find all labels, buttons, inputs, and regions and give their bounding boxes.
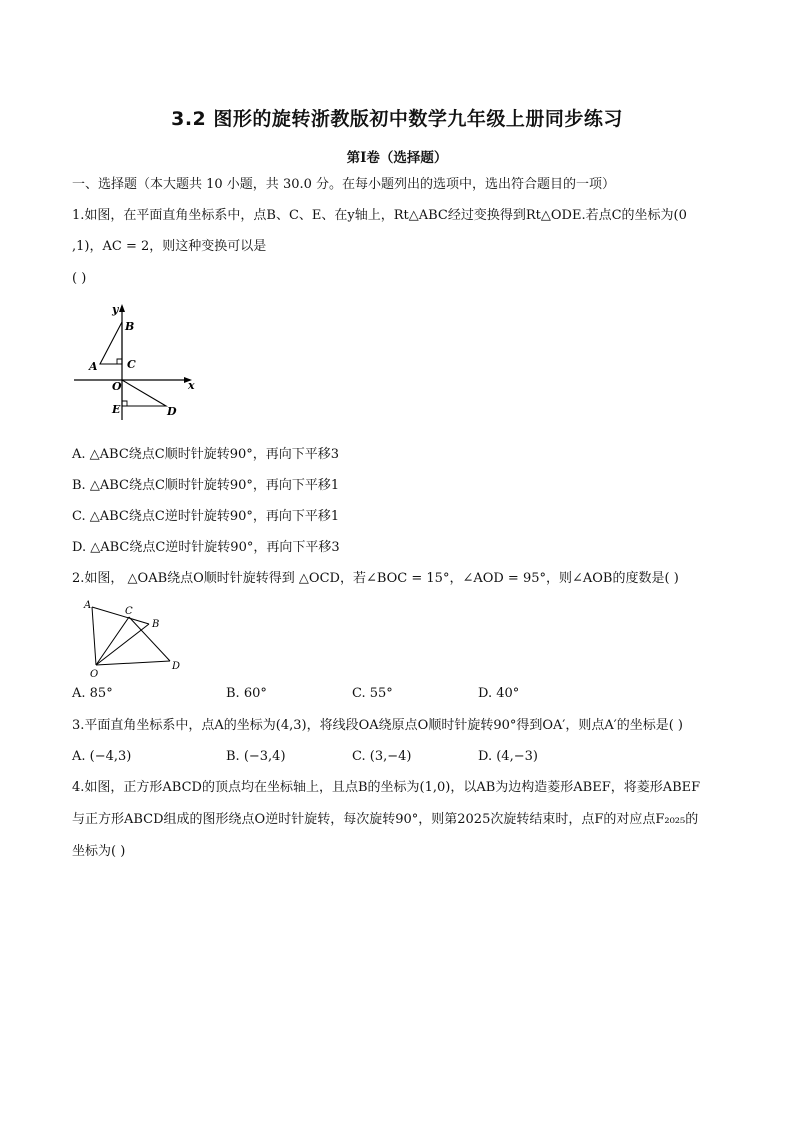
q2-option-d: D. 40° [478, 686, 520, 701]
q1-label-e: E [112, 403, 121, 416]
q3-option-a: A. (−4,3) [72, 749, 132, 764]
q1-label-y: y [112, 303, 119, 316]
q4-stem-line2: 与正方形ABCD组成的图形绕点O逆时针旋转，每次旋转90°，则第2025次旋转结束时，点F的对应点F₂₀₂₅的 [72, 812, 699, 827]
q2-option-a: A. 85° [72, 686, 113, 701]
page-title: 3.2 图形的旋转浙教版初中数学九年级上册同步练习 [171, 108, 623, 130]
q1-label-o: O [112, 380, 122, 393]
q1-label-a: A [89, 360, 98, 373]
q1-option-b: B. △ABC绕点C顺时针旋转90°，再向下平移1 [72, 478, 340, 493]
q3-option-d: D. (4,−3) [478, 749, 538, 764]
q2-label-b: B [152, 619, 160, 630]
q1-label-c: C [127, 358, 136, 371]
q2-figure [78, 597, 188, 679]
q4-stem-line3: 坐标为( ) [72, 844, 126, 859]
q2-segment-oc [96, 617, 129, 665]
q2-segment-od [96, 661, 170, 665]
q1-option-d: D. △ABC绕点C逆时针旋转90°，再向下平移3 [72, 540, 340, 555]
q1-stem-line2: ,1)，AC = 2，则这种变换可以是 [72, 239, 267, 254]
q2-label-o: O [90, 669, 99, 679]
q2-label-d: D [172, 661, 181, 672]
q2-label-c: C [125, 606, 133, 617]
q1-stem-line1: 1.如图，在平面直角坐标系中，点B、C、E、在y轴上，Rt△ABC经过变换得到Rt△ODE.若点C的坐标为(0 [72, 208, 687, 223]
q2-segment-oa [92, 607, 96, 665]
q2-option-c: C. 55° [352, 686, 393, 701]
q1-option-a: A. △ABC绕点C顺时针旋转90°，再向下平移3 [72, 447, 340, 462]
q1-label-d: D [167, 405, 177, 418]
q1-answer-blank: ( ) [72, 271, 87, 286]
q1-label-b: B [125, 320, 135, 333]
q1-triangle-ode [122, 380, 166, 406]
q1-right-angle-c [117, 359, 122, 364]
q2-label-a: A [84, 600, 92, 611]
q1-label-x: x [188, 379, 195, 392]
q1-option-c: C. △ABC绕点C逆时针旋转90°，再向下平移1 [72, 509, 340, 524]
q4-stem-line1: 4.如图，正方形ABCD的顶点均在坐标轴上，且点B的坐标为(1,0)，以AB为边构造菱形ABEF，将菱形ABEF [72, 780, 701, 795]
q1-y-arrow [119, 304, 125, 312]
q2-option-b: B. 60° [226, 686, 267, 701]
q2-segment-ab [92, 607, 149, 624]
q2-segment-cd [129, 617, 170, 661]
section-heading: 一、选择题（本大题共 10 小题，共 30.0 分。在每小题列出的选项中，选出符合题目的一项） [72, 177, 616, 192]
q1-right-angle-e [122, 401, 127, 406]
volume-subtitle: 第Ⅰ卷（选择题） [346, 150, 448, 166]
q2-stem-line1: 2.如图， △OAB绕点O顺时针旋转得到 △OCD，若∠BOC = 15°，∠AOD = 95°，则∠AOB的度数是( ) [72, 571, 679, 586]
q1-figure [72, 300, 202, 425]
q1-triangle-abc [100, 322, 122, 364]
q3-option-c: C. (3,−4) [352, 749, 412, 764]
q3-stem-line1: 3.平面直角坐标系中，点A的坐标为(4,3)，将线段OA绕原点O顺时针旋转90°得到OA′，则点A′的坐标是( ) [72, 718, 683, 733]
q3-option-b: B. (−3,4) [226, 749, 286, 764]
